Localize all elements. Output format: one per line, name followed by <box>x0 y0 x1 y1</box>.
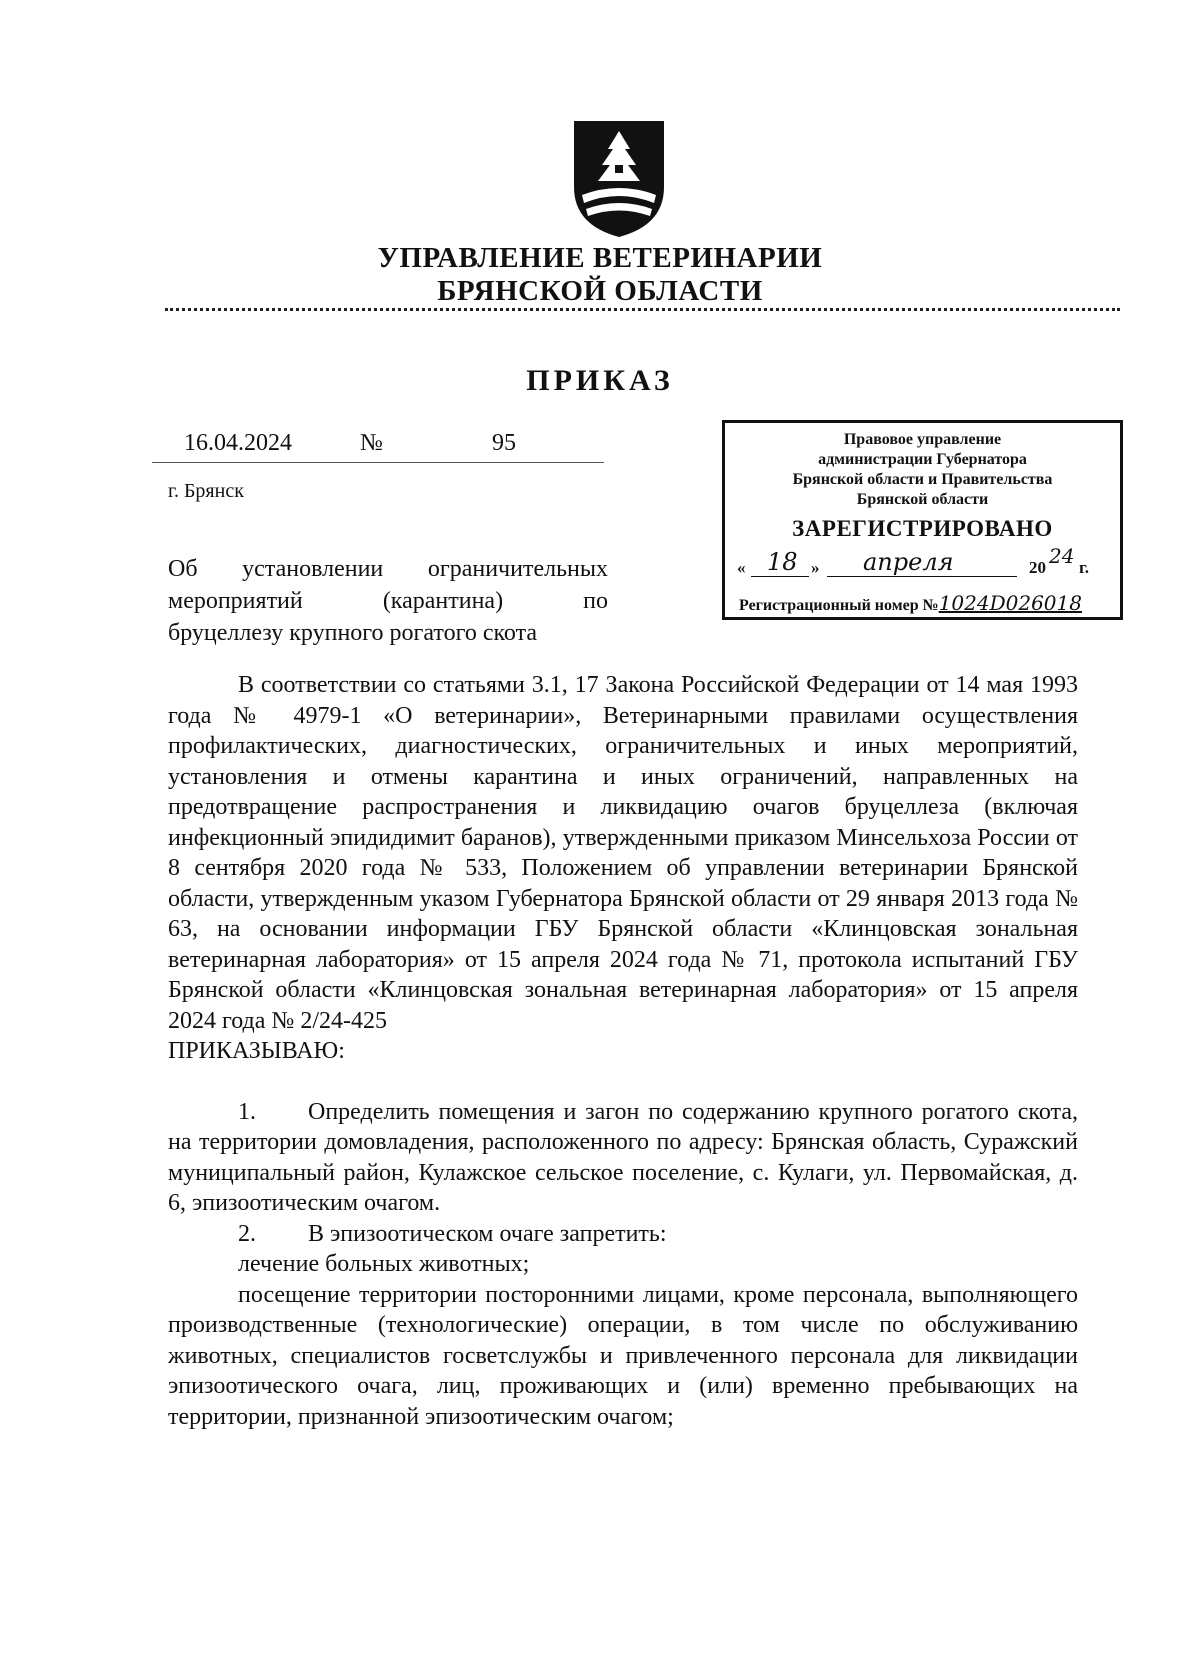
item-text: В эпизоотическом очаге запретить: <box>308 1220 667 1247</box>
organization-name-line1: УПРАВЛЕНИЕ ВЕТЕРИНАРИИ <box>377 242 823 274</box>
stamp-day: 18 <box>767 548 798 576</box>
year-prefix: 20 <box>1029 558 1046 577</box>
stamp-authority <box>725 430 1120 510</box>
stamp-line: Брянской области <box>856 491 989 508</box>
regno-label: Регистрационный номер № <box>739 597 939 614</box>
preamble-paragraph: В соответствии со статьями 3.1, 17 Закона Российской Федерации от 14 мая 1993 года № 4979-1 «О ветеринарии», Ветеринарными правилами осуществления профилактических, диагностических, ограничительных и иных мероприятий, установления и отмены карантина и иных ограничений, направленных на предотвращение распространения и ликвидацию очагов бруцеллеза (включая инфекционный эпидидимит баранов), утвержденными приказом Минсельхоза России от 8 сентября 2020 года № 533, Положением об управлении ветеринарии Брянской области, утвержденным указом Губернатора Брянской области от 29 января 2013 года № 63, на основании информации ГБУ Брянской области «Клинцовская зональная ветеринарная лаборатория» от 15 апреля 2024 года № 71, протокола испытаний ГБУ Брянской области «Клинцовская зональная ветеринарная лаборатория» от 15 апреля 2024 года № 2/24-425 <box>168 672 1078 1034</box>
order-word: ПРИКАЗЫВАЮ: <box>168 1038 345 1064</box>
regno-value: 1024D026018 <box>938 591 1082 615</box>
registration-stamp <box>722 420 1123 620</box>
stamp-line: Правовое управление <box>843 431 1002 448</box>
subject-word: мероприятий <box>168 588 303 614</box>
item-number: 2. <box>238 1220 256 1247</box>
subject-line: бруцеллезу крупного рогатого скота <box>168 620 538 646</box>
day-underline <box>751 576 809 577</box>
item-2 <box>168 1219 1078 1250</box>
organization-name-line2: БРЯНСКОЙ ОБЛАСТИ <box>437 275 763 307</box>
bryansk-coat-of-arms-icon <box>568 117 670 239</box>
stamp-line: Брянской области и Правительства <box>792 471 1053 488</box>
document-body <box>168 670 1078 1432</box>
document-number: 95 <box>492 430 516 456</box>
close-quote: » <box>811 558 820 577</box>
document-city: г. Брянск <box>168 480 244 502</box>
stamp-registration-number <box>739 591 1082 615</box>
item-2-subitem: лечение больных животных; <box>238 1251 530 1277</box>
stamp-date-line <box>737 544 1109 584</box>
month-underline <box>827 576 1017 577</box>
subject-word: (карантина) <box>382 588 504 614</box>
subject-line: Об установлении ограничительных <box>168 556 608 582</box>
underline <box>152 462 604 463</box>
stamp-registered-label: ЗАРЕГИСТРИРОВАНО <box>792 516 1053 541</box>
number-label: № <box>360 430 383 456</box>
item-number: 1. <box>238 1098 256 1125</box>
document-date-number-line <box>152 430 604 459</box>
stamp-month: апреля <box>863 548 954 576</box>
open-quote: « <box>737 558 746 577</box>
document-type: ПРИКАЗ <box>526 364 674 397</box>
item-1 <box>168 1097 1078 1219</box>
year-unit: г. <box>1079 558 1090 577</box>
item-2-subitem: посещение территории посторонними лицами, кроме персонала, выполняющего производственные (технологические) операции, в том числе по обслуживанию животных, специалистов госветслужбы и привлеченного персонала для ликвидации эпизоотического очага, лиц, проживающих и (или) временно пребывающих на территории, признанной эпизоотическим очагом; <box>168 1281 1078 1430</box>
document-subject <box>168 553 608 649</box>
subject-line <box>168 585 608 617</box>
spacer <box>168 1067 1078 1097</box>
document-date: 16.04.2024 <box>184 430 292 456</box>
stamp-year-suffix: 24 <box>1049 544 1075 568</box>
item-text: Определить помещения и загон по содержанию крупного рогатого скота, на территории домовладения, расположенного по адресу: Брянская область, Суражский муниципальный район, Кулажское сельское поселение, с. Кулаги, ул. Первомайская, д. 6, эпизоотическим очагом. <box>168 1098 1078 1216</box>
header-divider <box>165 308 1120 311</box>
subject-word: по <box>583 588 608 614</box>
stamp-line: администрации Губернатора <box>818 451 1027 468</box>
